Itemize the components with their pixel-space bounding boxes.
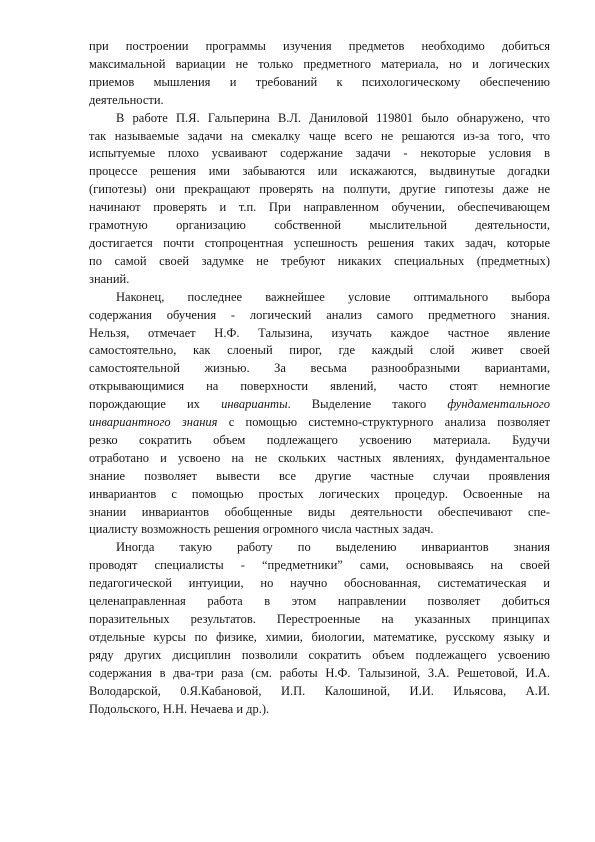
text-line: Иногда такую работу по выделению инвариантов знания	[116, 540, 550, 555]
text-line: Наконец, последнее важнейшее условие оптимального выбора	[116, 289, 550, 304]
text-line: испытуемые плохо усваивают содержание задачи - некоторые условия в	[89, 146, 550, 161]
text-line: Володарской, 0.Я.Кабановой, И.П. Калошиной, И.И. Ильясова, А.И.	[89, 683, 550, 698]
text-line: достигается почти стопроцентная успешность решения таких задач, которые	[89, 235, 550, 250]
text-line: при построении программы изучения предметов необходимо добиться	[89, 39, 550, 53]
text-line: самостоятельной жизнью. За весьма разнообразными вариантами,	[89, 361, 550, 376]
text-line: начинают проверять и т.п. При направленном обучении, обеспечивающем	[89, 200, 550, 215]
text-line: порождающие их инварианты. Выделение такого фундаментального	[89, 397, 550, 412]
text-line: самостоятельно, как слоеный пирог, где каждый слой живет своей	[89, 343, 550, 358]
text-line: поразительных результатов. Перестроенные на указанных принципах	[89, 612, 550, 626]
text-line: резко сократить объем подлежащего усвоению материала. Будучи	[89, 432, 550, 447]
text-line: знание позволяет вывести все другие частные случаи проявления	[89, 468, 550, 483]
text-line: приемов мышления и требований к психологическому обеспечению	[89, 74, 550, 89]
text-line: деятельности.	[89, 92, 164, 107]
text-line: отдельные курсы по физике, химии, биологии, математике, русскому языку и	[89, 629, 550, 644]
paragraph	[89, 289, 550, 540]
text-line: (гипотезы) они прекращают проверять на полпути, другие гипотезы даже не	[89, 182, 550, 197]
text-line: открывающимися на поверхности явлений, часто стоят немногие	[89, 379, 550, 394]
text-line: знании инвариантов обобщенные виды деятельности обеспечивают спе-	[89, 504, 550, 519]
text-line: целенаправленная работа в этом направлении позволяет добиться	[89, 594, 550, 609]
emphasis-term: инвариантного знания	[89, 415, 218, 430]
text-line: содержания в два-три раза (см. работы Н.Ф. Талызиной, З.А. Решетовой, И.А.	[89, 665, 550, 680]
text-line: грамотную организацию собственной мыслительной деятельности,	[89, 218, 550, 233]
paragraph	[89, 110, 550, 289]
emphasis-term: инварианты	[221, 397, 288, 412]
paragraph	[89, 539, 550, 718]
text-line: педагогической интуиции, но научно обоснованная, систематическая и	[89, 576, 550, 591]
text-line: максимальной вариации не только предметного материала, но и логических	[89, 56, 550, 71]
text-line: инвариантного знания с помощью системно-структурного анализа позволяет	[89, 415, 551, 430]
text-line: отработано и усвоено на не скольких частных явлениях, фундаментальное	[89, 450, 550, 465]
text-line: Подольского, Н.Н. Нечаева и др.).	[89, 701, 270, 716]
text-line: по самой своей задумке не требуют никаких специальных (предметных)	[89, 253, 550, 268]
paragraph	[89, 38, 550, 110]
emphasis-term: фундаментального	[447, 397, 550, 412]
text-line: так называемые задачи на смекалку чаще всего не решаются из-за того, что	[89, 128, 550, 143]
text-line: содержания обучения - логический анализ самого предметного знания.	[89, 307, 550, 322]
text-line: проводят специалисты - “предметники” сами, основываясь на своей	[89, 558, 550, 573]
text-line: ряду других дисциплин позволили сократить объем подлежащего усвоению	[89, 647, 550, 662]
text-line: Нельзя, отмечает Н.Ф. Талызина, изучать каждое частное явление	[89, 325, 550, 340]
text-line: циалисту возможность решения огромного числа частных задач.	[89, 522, 434, 537]
text-line: процессе решения ими забываются или искажаются, выдвинутые догадки	[89, 164, 550, 179]
text-line: В работе П.Я. Гальперина В.Л. Даниловой 119801 было обнаружено, что	[116, 110, 550, 125]
text-line: знаний.	[89, 271, 130, 286]
text-line: инвариантов с помощью простых логических процедур. Освоенные на	[89, 486, 550, 501]
body-text	[89, 38, 550, 718]
